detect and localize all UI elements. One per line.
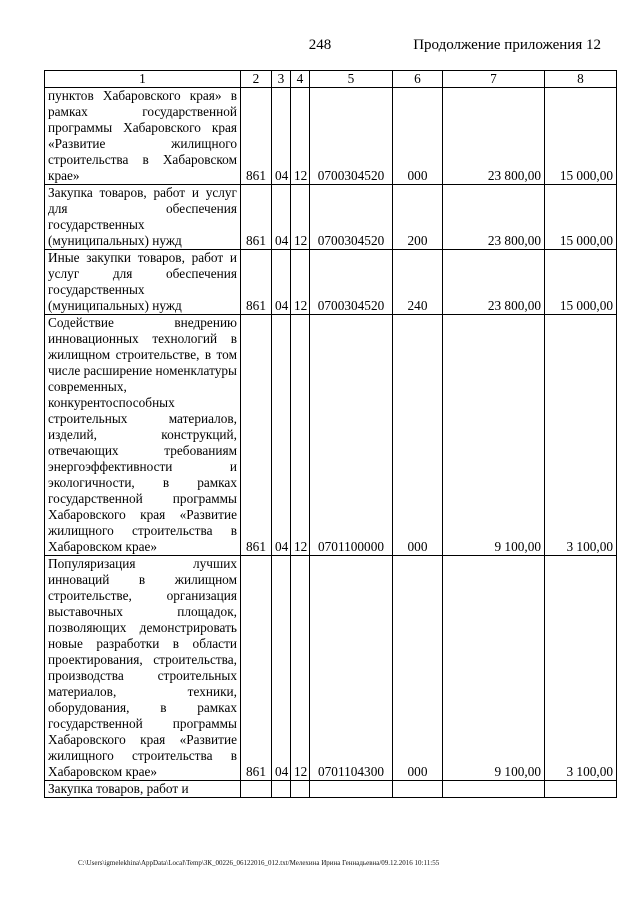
subsection-code: 12 xyxy=(291,185,310,250)
table-row xyxy=(45,315,617,556)
section-code: 04 xyxy=(272,556,291,781)
expense-type-code: 000 xyxy=(393,88,443,185)
target-article-code xyxy=(310,781,393,798)
ministry-code xyxy=(241,781,272,798)
row-description: Иные закупки товаров, работ и услуг для обеспечения государственных (муниципальных) нужд xyxy=(45,250,241,315)
amount-col7: 23 800,00 xyxy=(443,250,545,315)
expense-type-code xyxy=(393,781,443,798)
target-article-code: 0701104300 xyxy=(310,556,393,781)
subsection-code: 12 xyxy=(291,556,310,781)
subsection-code: 12 xyxy=(291,315,310,556)
row-description: пунктов Хабаровского края» в рамках государственной программы Хабаровского края «Развитие жилищного строительства в Хабаровском крае» xyxy=(45,88,241,185)
row-description: Закупка товаров, работ и xyxy=(45,781,241,798)
table-header-row xyxy=(45,71,617,88)
amount-col7: 9 100,00 xyxy=(443,556,545,781)
amount-col7: 23 800,00 xyxy=(443,185,545,250)
expense-type-code: 200 xyxy=(393,185,443,250)
target-article-code: 0701100000 xyxy=(310,315,393,556)
table-row xyxy=(45,781,617,798)
expense-type-code: 000 xyxy=(393,556,443,781)
ministry-code: 861 xyxy=(241,315,272,556)
column-header: 6 xyxy=(393,71,443,88)
column-header: 3 xyxy=(272,71,291,88)
column-header: 5 xyxy=(310,71,393,88)
target-article-code: 0700304520 xyxy=(310,250,393,315)
table-row xyxy=(45,556,617,781)
amount-col7: 23 800,00 xyxy=(443,88,545,185)
section-code: 04 xyxy=(272,315,291,556)
expense-type-code: 240 xyxy=(393,250,443,315)
amount-col8: 3 100,00 xyxy=(545,556,617,781)
subsection-code xyxy=(291,781,310,798)
amount-col7: 9 100,00 xyxy=(443,315,545,556)
amount-col8: 15 000,00 xyxy=(545,250,617,315)
column-header: 1 xyxy=(45,71,241,88)
amount-col8: 3 100,00 xyxy=(545,315,617,556)
subsection-code: 12 xyxy=(291,250,310,315)
table-row xyxy=(45,88,617,185)
column-header: 2 xyxy=(241,71,272,88)
section-code: 04 xyxy=(272,185,291,250)
target-article-code: 0700304520 xyxy=(310,88,393,185)
amount-col7 xyxy=(443,781,545,798)
amount-col8: 15 000,00 xyxy=(545,185,617,250)
expense-type-code: 000 xyxy=(393,315,443,556)
page-number: 248 xyxy=(308,37,332,53)
budget-table xyxy=(44,70,617,798)
section-code xyxy=(272,781,291,798)
file-path-footer: C:\Users\igmelekhina\AppData\Local\Temp\ЗК_00226_06122016_012.txt/Мелехина Ирина Геннадьевна/09.12.2016 10:11:55 xyxy=(78,859,440,867)
ministry-code: 861 xyxy=(241,556,272,781)
ministry-code: 861 xyxy=(241,250,272,315)
amount-col8: 15 000,00 xyxy=(545,88,617,185)
amount-col8 xyxy=(545,781,617,798)
column-header: 4 xyxy=(291,71,310,88)
row-description: Закупка товаров, работ и услуг для обеспечения государственных (муниципальных) нужд xyxy=(45,185,241,250)
table-row xyxy=(45,185,617,250)
ministry-code: 861 xyxy=(241,185,272,250)
row-description: Популяризация лучших инноваций в жилищном строительстве, организация выставочных площадок, позволяющих демонстрировать новые разработки в области проектирования, строительства, производства строительных материалов, техники, оборудования, в рамках государственной программы Хабаровского края «Развитие жилищного строительства в Хабаровском крае» xyxy=(45,556,241,781)
column-header: 7 xyxy=(443,71,545,88)
continuation-title: Продолжение приложения 12 xyxy=(413,37,601,53)
subsection-code: 12 xyxy=(291,88,310,185)
column-header: 8 xyxy=(545,71,617,88)
section-code: 04 xyxy=(272,88,291,185)
section-code: 04 xyxy=(272,250,291,315)
table-row xyxy=(45,250,617,315)
target-article-code: 0700304520 xyxy=(310,185,393,250)
ministry-code: 861 xyxy=(241,88,272,185)
row-description: Содействие внедрению инновационных технологий в жилищном строительстве, в том числе расширение номенклатуры современных, конкурентоспособных строительных материалов, изделий, конструкций, отвечающих требованиям энергоэффективности и экологичности, в рамках государственной программы Хабаровского края «Развитие жилищного строительства в Хабаровском крае» xyxy=(45,315,241,556)
